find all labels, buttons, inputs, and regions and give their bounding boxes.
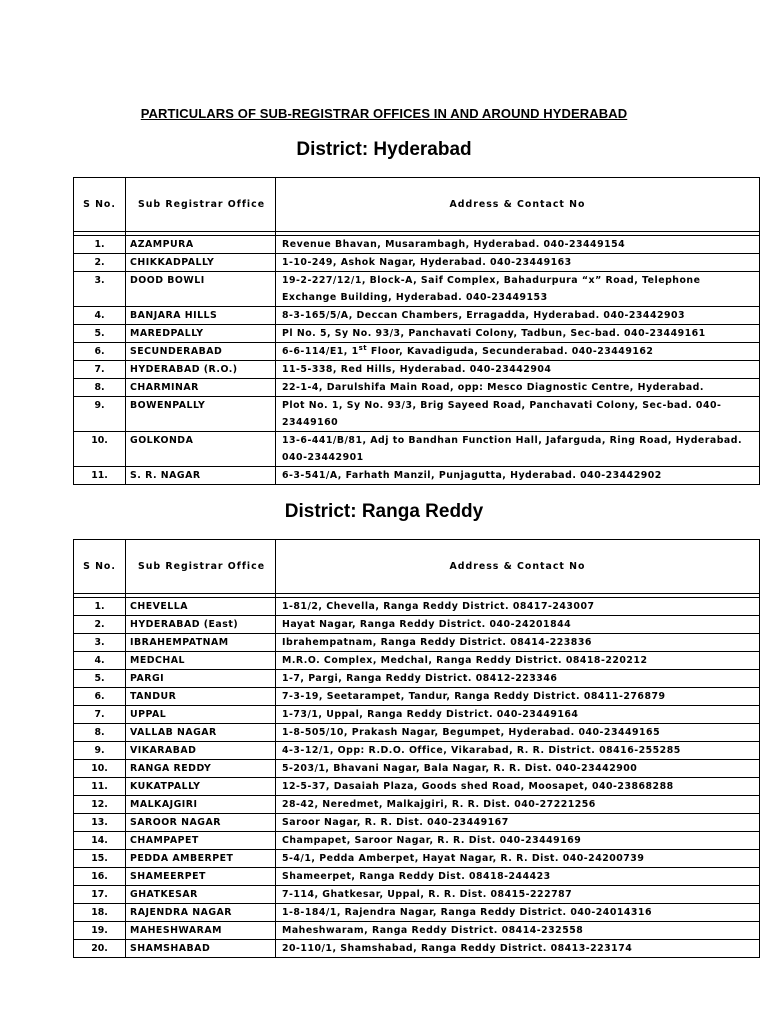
row-office: MALKAJGIRI xyxy=(126,796,276,814)
row-sno: 4. xyxy=(74,307,126,325)
table-row xyxy=(74,343,760,361)
row-address: Saroor Nagar, R. R. Dist. 040-23449167 xyxy=(276,814,760,832)
row-office: PARGI xyxy=(126,670,276,688)
row-address: Champapet, Saroor Nagar, R. R. Dist. 040-23449169 xyxy=(276,832,760,850)
table-row xyxy=(74,254,760,272)
row-sno: 19. xyxy=(74,922,126,940)
row-address: Hayat Nagar, Ranga Reddy District. 040-24201844 xyxy=(276,616,760,634)
table-row xyxy=(74,706,760,724)
row-address: 1-81/2, Chevella, Ranga Reddy District. 08417-243007 xyxy=(276,598,760,616)
table-row xyxy=(74,922,760,940)
row-address: 1-10-249, Ashok Nagar, Hyderabad. 040-23449163 xyxy=(276,254,760,272)
table-row xyxy=(74,796,760,814)
row-sno: 8. xyxy=(74,379,126,397)
table-row xyxy=(74,467,760,485)
row-sno: 2. xyxy=(74,616,126,634)
row-address: Plot No. 1, Sy No. 93/3, Brig Sayeed Road, Panchavati Colony, Sec-bad. 040-23449160 xyxy=(276,397,760,432)
row-address: 22-1-4, Darulshifa Main Road, opp: Mesco Diagnostic Centre, Hyderabad. xyxy=(276,379,760,397)
table-row xyxy=(74,432,760,467)
row-sno: 11. xyxy=(74,778,126,796)
row-office: BOWENPALLY xyxy=(126,397,276,432)
row-address: 5-4/1, Pedda Amberpet, Hayat Nagar, R. R. Dist. 040-24200739 xyxy=(276,850,760,868)
row-office: IBRAHEMPATNAM xyxy=(126,634,276,652)
row-office: VALLAB NAGAR xyxy=(126,724,276,742)
row-sno: 2. xyxy=(74,254,126,272)
row-address: Revenue Bhavan, Musarambagh, Hyderabad. 040-23449154 xyxy=(276,236,760,254)
row-sno: 7. xyxy=(74,706,126,724)
row-sno: 20. xyxy=(74,940,126,958)
row-sno: 3. xyxy=(74,272,126,307)
table-header-row xyxy=(74,540,760,594)
row-sno: 14. xyxy=(74,832,126,850)
row-office: MEDCHAL xyxy=(126,652,276,670)
ranga-reddy-offices-table xyxy=(73,539,760,958)
document-title: PARTICULARS OF SUB-REGISTRAR OFFICES IN AND AROUND HYDERABAD xyxy=(140,106,628,121)
table-row xyxy=(74,634,760,652)
header-sno: S No. xyxy=(74,178,126,232)
row-address: 5-203/1, Bhavani Nagar, Bala Nagar, R. R. Dist. 040-23442900 xyxy=(276,760,760,778)
table-row xyxy=(74,760,760,778)
header-sno: S No. xyxy=(74,540,126,594)
row-address: 11-5-338, Red Hills, Hyderabad. 040-23442904 xyxy=(276,361,760,379)
row-office: S. R. NAGAR xyxy=(126,467,276,485)
row-address: 19-2-227/12/1, Block-A, Saif Complex, Bahadurpura “x” Road, Telephone Exchange Building, Hyderabad. 040-23449153 xyxy=(276,272,760,307)
table-row xyxy=(74,598,760,616)
row-sno: 17. xyxy=(74,886,126,904)
table-row xyxy=(74,325,760,343)
hyderabad-offices-table xyxy=(73,177,760,485)
table-row xyxy=(74,307,760,325)
district-ranga-reddy-title: District: Ranga Reddy xyxy=(284,501,484,522)
row-address: Shameerpet, Ranga Reddy Dist. 08418-244423 xyxy=(276,868,760,886)
row-address: 8-3-165/5/A, Deccan Chambers, Erragadda, Hyderabad. 040-23442903 xyxy=(276,307,760,325)
table-row xyxy=(74,397,760,432)
table-row xyxy=(74,814,760,832)
row-sno: 4. xyxy=(74,652,126,670)
table-row xyxy=(74,272,760,307)
row-office: SECUNDERABAD xyxy=(126,343,276,361)
row-sno: 9. xyxy=(74,742,126,760)
table-row xyxy=(74,904,760,922)
table-row xyxy=(74,670,760,688)
row-office: MAHESHWARAM xyxy=(126,922,276,940)
row-sno: 7. xyxy=(74,361,126,379)
row-sno: 13. xyxy=(74,814,126,832)
row-address: Maheshwaram, Ranga Reddy District. 08414-232558 xyxy=(276,922,760,940)
header-address: Address & Contact No xyxy=(276,178,760,232)
table-row xyxy=(74,379,760,397)
row-office: CHIKKADPALLY xyxy=(126,254,276,272)
row-sno: 1. xyxy=(74,598,126,616)
table-row xyxy=(74,832,760,850)
row-sno: 8. xyxy=(74,724,126,742)
row-address: 6-6-114/E1, 1st Floor, Kavadiguda, Secunderabad. 040-23449162 xyxy=(276,343,760,361)
row-sno: 10. xyxy=(74,432,126,467)
row-office: RAJENDRA NAGAR xyxy=(126,904,276,922)
row-office: CHARMINAR xyxy=(126,379,276,397)
table-row xyxy=(74,742,760,760)
row-sno: 3. xyxy=(74,634,126,652)
table-row xyxy=(74,688,760,706)
row-office: VIKARABAD xyxy=(126,742,276,760)
table-row xyxy=(74,616,760,634)
table-row xyxy=(74,850,760,868)
row-sno: 10. xyxy=(74,760,126,778)
row-office: SHAMEERPET xyxy=(126,868,276,886)
table-row xyxy=(74,236,760,254)
table-row xyxy=(74,868,760,886)
row-address: 1-7, Pargi, Ranga Reddy District. 08412-223346 xyxy=(276,670,760,688)
row-address: 4-3-12/1, Opp: R.D.O. Office, Vikarabad, R. R. District. 08416-255285 xyxy=(276,742,760,760)
row-sno: 11. xyxy=(74,467,126,485)
row-office: TANDUR xyxy=(126,688,276,706)
header-address: Address & Contact No xyxy=(276,540,760,594)
row-address: 12-5-37, Dasaiah Plaza, Goods shed Road, Moosapet, 040-23868288 xyxy=(276,778,760,796)
row-address: 1-8-184/1, Rajendra Nagar, Ranga Reddy District. 040-24014316 xyxy=(276,904,760,922)
row-sno: 15. xyxy=(74,850,126,868)
row-address: M.R.O. Complex, Medchal, Ranga Reddy District. 08418-220212 xyxy=(276,652,760,670)
table-row xyxy=(74,886,760,904)
row-sno: 6. xyxy=(74,343,126,361)
row-sno: 1. xyxy=(74,236,126,254)
row-sno: 16. xyxy=(74,868,126,886)
row-office: HYDERABAD (East) xyxy=(126,616,276,634)
row-sno: 5. xyxy=(74,670,126,688)
row-office: CHAMPAPET xyxy=(126,832,276,850)
row-address: 28-42, Neredmet, Malkajgiri, R. R. Dist. 040-27221256 xyxy=(276,796,760,814)
row-sno: 6. xyxy=(74,688,126,706)
table-row xyxy=(74,652,760,670)
row-office: CHEVELLA xyxy=(126,598,276,616)
row-sno: 5. xyxy=(74,325,126,343)
row-office: GHATKESAR xyxy=(126,886,276,904)
row-address: 1-73/1, Uppal, Ranga Reddy District. 040-23449164 xyxy=(276,706,760,724)
row-office: AZAMPURA xyxy=(126,236,276,254)
row-sno: 12. xyxy=(74,796,126,814)
row-office: UPPAL xyxy=(126,706,276,724)
row-address: Pl No. 5, Sy No. 93/3, Panchavati Colony, Tadbun, Sec-bad. 040-23449161 xyxy=(276,325,760,343)
row-office: KUKATPALLY xyxy=(126,778,276,796)
row-address: 6-3-541/A, Farhath Manzil, Punjagutta, Hyderabad. 040-23442902 xyxy=(276,467,760,485)
row-office: HYDERABAD (R.O.) xyxy=(126,361,276,379)
row-address: 7-114, Ghatkesar, Uppal, R. R. Dist. 08415-222787 xyxy=(276,886,760,904)
row-office: GOLKONDA xyxy=(126,432,276,467)
table-row xyxy=(74,724,760,742)
row-office: PEDDA AMBERPET xyxy=(126,850,276,868)
row-address: Ibrahempatnam, Ranga Reddy District. 08414-223836 xyxy=(276,634,760,652)
row-address: 20-110/1, Shamshabad, Ranga Reddy District. 08413-223174 xyxy=(276,940,760,958)
row-address: 13-6-441/B/81, Adj to Bandhan Function Hall, Jafarguda, Ring Road, Hyderabad. 040-23442901 xyxy=(276,432,760,467)
row-office: MAREDPALLY xyxy=(126,325,276,343)
header-office: Sub Registrar Office xyxy=(126,178,276,232)
district-hyderabad-title: District: Hyderabad xyxy=(296,139,472,160)
row-sno: 18. xyxy=(74,904,126,922)
table-row xyxy=(74,778,760,796)
row-address: 1-8-505/10, Prakash Nagar, Begumpet, Hyderabad. 040-23449165 xyxy=(276,724,760,742)
table-row xyxy=(74,940,760,958)
row-sno: 9. xyxy=(74,397,126,432)
table-header-row xyxy=(74,178,760,232)
table-row xyxy=(74,361,760,379)
header-office: Sub Registrar Office xyxy=(126,540,276,594)
row-address: 7-3-19, Seetarampet, Tandur, Ranga Reddy District. 08411-276879 xyxy=(276,688,760,706)
row-office: BANJARA HILLS xyxy=(126,307,276,325)
row-office: RANGA REDDY xyxy=(126,760,276,778)
row-office: DOOD BOWLI xyxy=(126,272,276,307)
row-office: SHAMSHABAD xyxy=(126,940,276,958)
row-office: SAROOR NAGAR xyxy=(126,814,276,832)
